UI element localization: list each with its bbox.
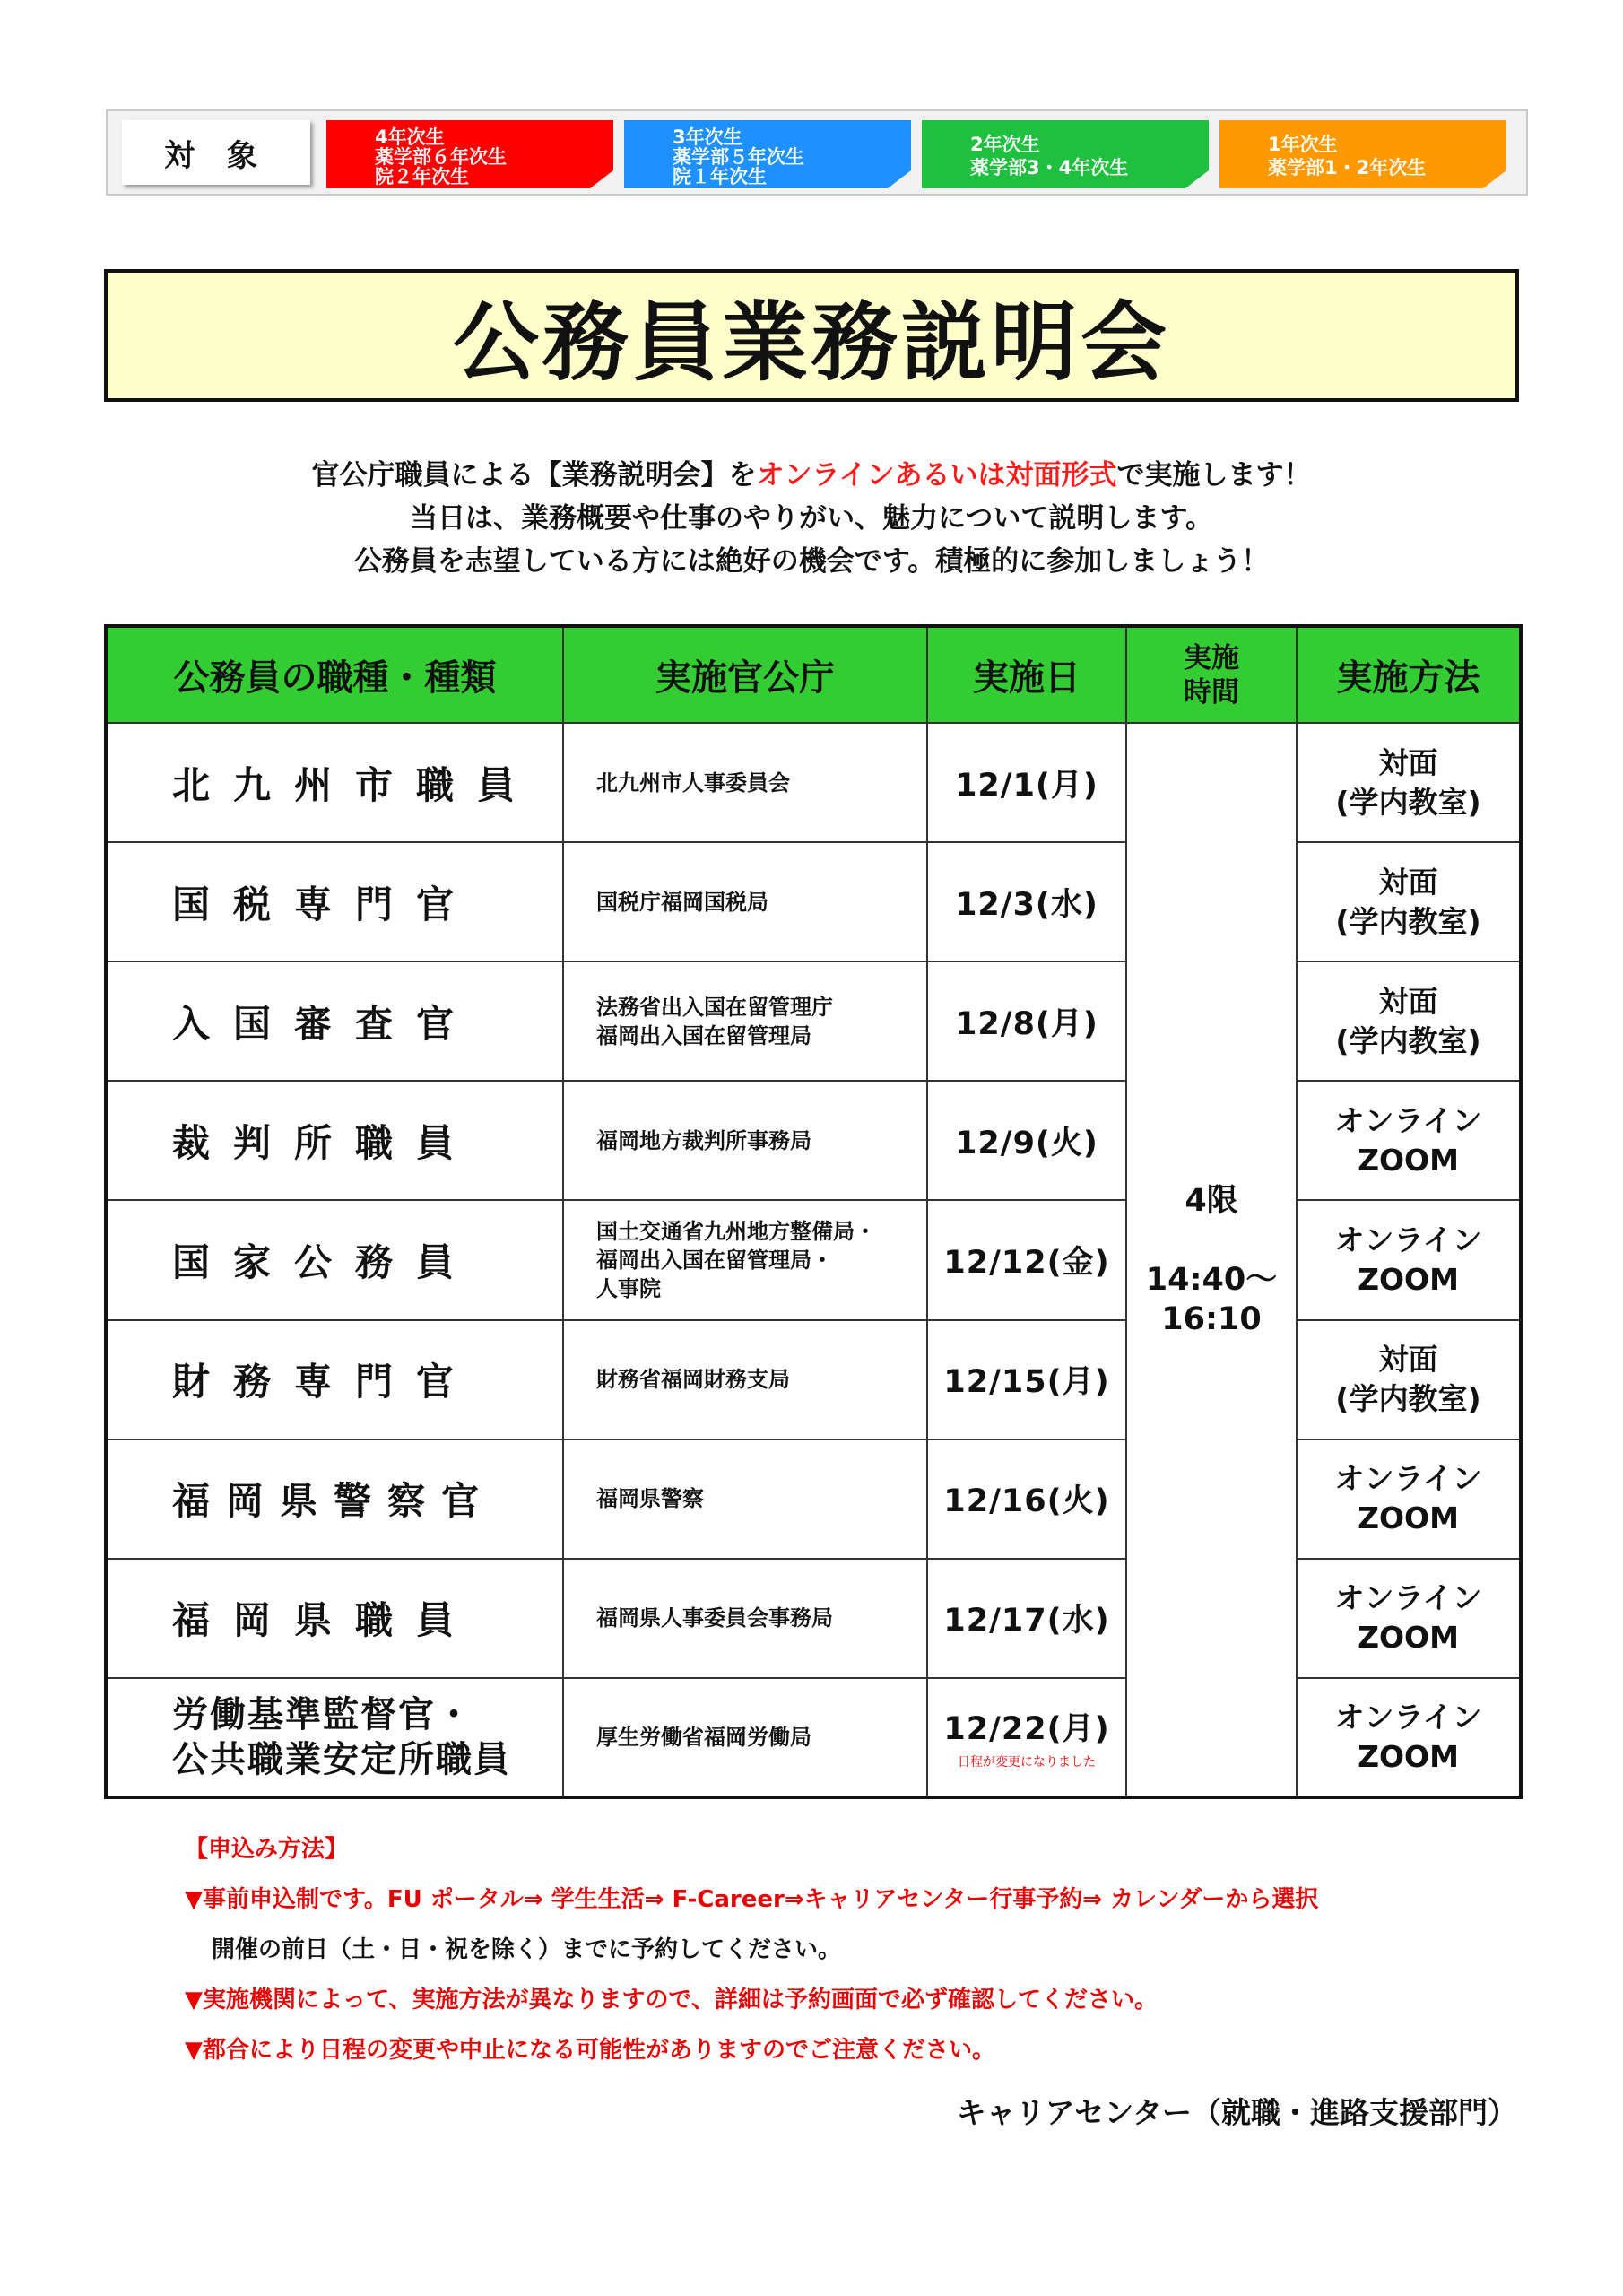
row-agency [563, 1200, 927, 1319]
row-date: 12/8(月) [927, 961, 1126, 1081]
table-row [106, 1200, 1521, 1319]
table-row [106, 1081, 1521, 1200]
method-line1: オンライン [1334, 1699, 1482, 1735]
intro-line-1-pre: 官公庁職員による【業務説明会】を [311, 459, 757, 491]
row-type: 国家公務員 [106, 1200, 563, 1319]
tag-line: 院２年次生 [375, 166, 469, 187]
tag-line: 1年次生 [1268, 134, 1338, 155]
method-line2: (学内教室) [1335, 903, 1481, 939]
row-date: 12/15(月) [927, 1320, 1126, 1439]
agency-line: 人事院 [596, 1275, 661, 1301]
row-agency: 北九州市人事委員会 [563, 723, 927, 842]
method-line1: 対面 [1378, 983, 1438, 1019]
intro-line-1-post: で実施します！ [1116, 459, 1312, 491]
row-type: 入国審査官 [106, 961, 563, 1081]
agency-line: 国土交通省九州地方整備局・ [596, 1218, 876, 1244]
target-label: 対 象 [122, 120, 310, 185]
row-method [1297, 723, 1521, 842]
time-end: 16:10 [1161, 1300, 1262, 1337]
row-method [1297, 1678, 1521, 1797]
footer-organization: キャリアセンター（就職・進路支援部門） [956, 2095, 1517, 2130]
table-row [106, 1678, 1521, 1797]
row-type: 財務専門官 [106, 1320, 563, 1439]
tag-line: 院１年次生 [673, 166, 767, 187]
target-tag-4th-year [326, 120, 613, 188]
intro-line-1-highlight: オンラインあるいは対面形式 [756, 459, 1117, 491]
tag-line: 4年次生 [375, 126, 445, 148]
intro-line-3: 公務員を志望している方には絶好の機会です。積極的に参加しましょう！ [353, 545, 1270, 578]
application-notes [185, 1824, 1548, 2075]
row-method [1297, 1081, 1521, 1200]
notes-heading: 【申込み方法】 [185, 1836, 349, 1863]
method-line2: ZOOM [1358, 1500, 1459, 1536]
page-title: 公務員業務説明会 [104, 269, 1519, 402]
table-row [106, 842, 1521, 961]
intro-line-1 [0, 454, 1623, 497]
method-line1: 対面 [1378, 744, 1438, 780]
time-period: 4限 [1185, 1182, 1238, 1219]
method-line2: (学内教室) [1335, 784, 1481, 820]
header-time-line1: 実施 [1184, 641, 1239, 674]
agency-line: 福岡出入国在留管理局 [596, 1022, 812, 1048]
table-row [106, 1439, 1521, 1559]
note-item: ▼事前申込制です。FU ポータル⇒ 学生生活⇒ F-Career⇒キャリアセンター行事予約⇒ カレンダーから選択 [185, 1886, 1319, 1913]
target-tag-1st-year [1219, 120, 1506, 188]
date-change-note: 日程が変更になりました [958, 1754, 1096, 1770]
table-header-row [106, 626, 1521, 723]
row-method [1297, 1439, 1521, 1559]
table-row [106, 961, 1521, 1081]
date-value: 12/22(月) [943, 1710, 1110, 1747]
method-line1: オンライン [1334, 1461, 1482, 1497]
note-item: ▼実施機関によって、実施方法が異なりますので、詳細は予約画面で必ず確認してください。 [185, 1987, 1158, 2013]
row-date: 12/16(火) [927, 1439, 1126, 1559]
header-method: 実施方法 [1297, 626, 1521, 723]
header-date: 実施日 [927, 626, 1126, 723]
row-date: 12/9(火) [927, 1081, 1126, 1200]
row-date: 12/12(金) [927, 1200, 1126, 1319]
time-cell [1126, 723, 1297, 1797]
row-agency: 福岡県人事委員会事務局 [563, 1559, 927, 1678]
row-method [1297, 1320, 1521, 1439]
tag-line: 3年次生 [673, 126, 742, 148]
tag-line: 2年次生 [970, 134, 1040, 155]
row-date [927, 1678, 1126, 1797]
tag-line: 薬学部3・4年次生 [970, 157, 1129, 178]
table-row [106, 1320, 1521, 1439]
method-line1: オンライン [1334, 1222, 1482, 1257]
row-type: 北九州市職員 [106, 723, 563, 842]
time-start: 14:40〜 [1145, 1261, 1278, 1298]
row-agency: 国税庁福岡国税局 [563, 842, 927, 961]
header-type: 公務員の職種・種類 [106, 626, 563, 723]
method-line1: オンライン [1334, 1102, 1482, 1138]
note-item: ▼都合により日程の変更や中止になる可能性がありますのでご注意ください。 [185, 2037, 995, 2064]
target-tag-3rd-year [624, 120, 911, 188]
method-line2: ZOOM [1358, 1261, 1459, 1297]
row-method [1297, 1559, 1521, 1678]
row-agency: 厚生労働省福岡労働局 [563, 1678, 927, 1797]
method-line2: (学内教室) [1335, 1022, 1481, 1058]
method-line2: (学内教室) [1335, 1381, 1481, 1417]
row-date: 12/17(水) [927, 1559, 1126, 1678]
row-method [1297, 1200, 1521, 1319]
header-time-line2: 時間 [1184, 675, 1239, 709]
intro-text [0, 454, 1623, 583]
row-method [1297, 961, 1521, 1081]
row-type: 裁判所職員 [106, 1081, 563, 1200]
row-type [106, 1678, 563, 1797]
method-line2: ZOOM [1358, 1620, 1459, 1656]
row-date: 12/1(月) [927, 723, 1126, 842]
row-type: 国税専門官 [106, 842, 563, 961]
intro-line-2: 当日は、業務概要や仕事のやりがい、魅力について説明します。 [410, 502, 1213, 535]
header-agency: 実施官公庁 [563, 626, 927, 723]
method-line1: 対面 [1378, 864, 1438, 900]
target-bar [106, 109, 1528, 196]
row-method [1297, 842, 1521, 961]
note-item: 開催の前日（土・日・祝を除く）までに予約してください。 [212, 1936, 842, 1963]
type-line: 労働基準監督官・ [172, 1693, 473, 1735]
row-date: 12/3(水) [927, 842, 1126, 961]
table-row [106, 723, 1521, 842]
agency-line: 福岡出入国在留管理局・ [596, 1247, 833, 1273]
method-line1: 対面 [1378, 1342, 1438, 1378]
tag-line: 薬学部５年次生 [673, 146, 804, 168]
tag-line: 薬学部６年次生 [375, 146, 507, 168]
row-agency [563, 961, 927, 1081]
header-time [1126, 626, 1297, 723]
target-tag-2nd-year [922, 120, 1209, 188]
row-type: 福岡県職員 [106, 1559, 563, 1678]
table-row [106, 1559, 1521, 1678]
type-line: 公共職業安定所職員 [172, 1738, 511, 1780]
schedule-table [104, 624, 1523, 1799]
method-line1: オンライン [1334, 1580, 1482, 1616]
row-type: 福岡県警察官 [106, 1439, 563, 1559]
row-agency: 財務省福岡財務支局 [563, 1320, 927, 1439]
row-agency: 福岡地方裁判所事務局 [563, 1081, 927, 1200]
row-agency: 福岡県警察 [563, 1439, 927, 1559]
tag-line: 薬学部1・2年次生 [1268, 157, 1427, 178]
agency-line: 法務省出入国在留管理庁 [596, 994, 833, 1020]
method-line2: ZOOM [1358, 1738, 1459, 1774]
method-line2: ZOOM [1358, 1142, 1459, 1178]
